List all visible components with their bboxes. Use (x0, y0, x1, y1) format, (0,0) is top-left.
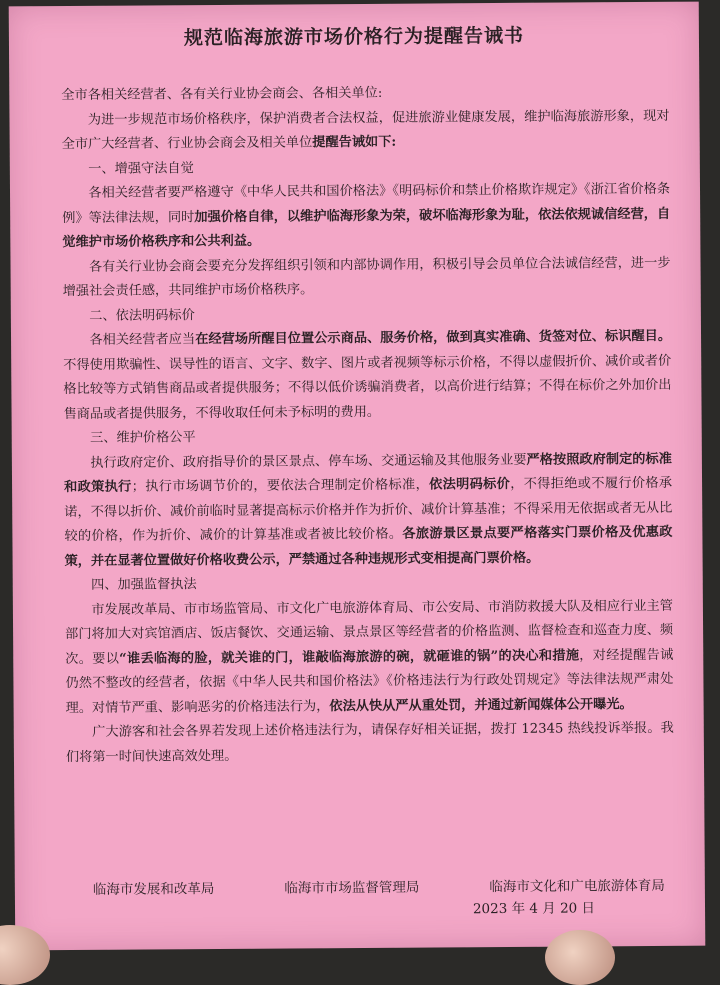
s2-text: 各相关经营者应当 (89, 332, 196, 348)
section-4-paragraph (65, 594, 674, 721)
s1-bold-text: 加强价格自律，以维护临海形象为荣，破坏临海形象为耻，依法依规诚信经营，自觉维护市场价格秩序和公共利益。 (62, 206, 671, 251)
section-2-paragraph (63, 325, 672, 427)
s3-text: 执行政府定价、政府指导价的景区景点、停车场、交通运输及其他服务业要 (90, 452, 527, 471)
section-1-paragraph-1 (62, 178, 670, 256)
issue-date: 2023 年 4 月 20 日 (472, 900, 596, 918)
intro-bold-text: 提醒告诫如下: (312, 134, 397, 151)
document-title: 规范临海旅游市场价格行为提醒告诫书 (183, 24, 525, 50)
s3-bold-text-2: 依法明码标价 (429, 476, 511, 493)
org-development-reform: 临海市发展和改革局 (92, 881, 215, 898)
s3-bold-text-3: 各旅游景区景点要严格落实门票价格及优惠政策，并在显著位置做好价格收费公示，严禁通过各种违规形式变相提高门票价格。 (64, 524, 673, 569)
s3-bold-text: 严格按照政府制定的标准和政策执行 (64, 451, 672, 496)
signature-block (92, 874, 665, 918)
s4-bold-text: “谁丢临海的脸，就关谁的门，谁敲临海旅游的碗，就砸谁的锅”的决心和措施 (119, 647, 580, 667)
closing-paragraph: 广大游客和社会各界若发现上述价格违法行为，请保存好相关证据，拨打 12345 热线投诉举报。我们将第一时间快速高效处理。 (65, 720, 674, 765)
section-1-paragraph-2: 各有关行业协会商会要充分发挥组织引领和内部协调作用，积极引导会员单位合法诚信经营，进一步增强社会责任感，共同维护市场价格秩序。 (62, 255, 671, 300)
s2-bold-text: 在经营场所醒目位置公示商品、服务价格，做到真实准确、货签对位、标识醒目。 (195, 328, 672, 348)
org-market-supervision: 临海市市场监督管理局 (284, 879, 420, 897)
intro-paragraph (61, 104, 669, 157)
org-culture-tourism: 临海市文化和广电旅游体育局 (489, 877, 665, 896)
s4-bold-text-2: 依法从快从严从重处罚，并通过新闻媒体公开曝光。 (329, 696, 633, 714)
s4-text: 市发展改革局、市市场监管局、市文化广电旅游体育局、市公安局、市消防救援大队及相应行业主管部门将加大对宾馆酒店、饭店餐饮、交通运输、景点景区等经营者的价格监测、监督检查和巡查力度、频次。要以 (65, 598, 674, 667)
intro-text: 为进一步规范市场价格秩序，保护消费者合法权益，促进旅游业健康发展，维护临海旅游形象，现对全市广大经营者、行业协会商会及相关单位 (61, 108, 670, 153)
s4-text-2: ，对经提醒告诫仍然不整改的经营者，依据《中华人民共和国价格法》《价格违法行为行政处罚规定》等法律法规严肃处理。对情节严重、影响恶劣的价格违法行为， (65, 647, 674, 716)
section-4-heading: 四、加强监督执法 (91, 577, 197, 593)
s1-text: 各相关经营者要严格遵守《中华人民共和国价格法》《明码标价和禁止价格欺诈规定》《浙江省价格条例》等法律法规，同时 (62, 181, 671, 226)
notice-document (9, 2, 706, 951)
document-body (61, 80, 674, 770)
s2-text-2: 不得使用欺骗性、误导性的语言、文字、数字、图片或者视频等标示价格，不得以虚假折价、减价或者价格比较等方式销售商品或者提供服务；不得以低价诱骗消费者，以高价进行结算；不得在标价之外加价出售商品或者提供服务，不得收取任何未予标明的费用。 (63, 353, 672, 422)
section-3-heading: 三、维护价格公平 (90, 430, 196, 446)
s3-text-3: ，不得拒绝或不履行价格承诺，不得以折价、减价前临时显著提高标示价格并作为折价、减价计算基准；不得采用无依据或者无从比较的价格，作为折价、减价的计算基准或者被比较价格。 (64, 475, 673, 545)
section-2-heading: 二、依法明码标价 (89, 307, 195, 324)
section-3-paragraph (64, 447, 673, 574)
section-1-heading: 一、增强守法自觉 (88, 160, 194, 177)
s3-text-2: ；执行市场调节价的，要依法合理制定价格标准， (131, 477, 430, 495)
finger-right (545, 930, 615, 985)
salutation: 全市各相关经营者、各有关行业协会商会、各相关单位: (61, 85, 383, 104)
